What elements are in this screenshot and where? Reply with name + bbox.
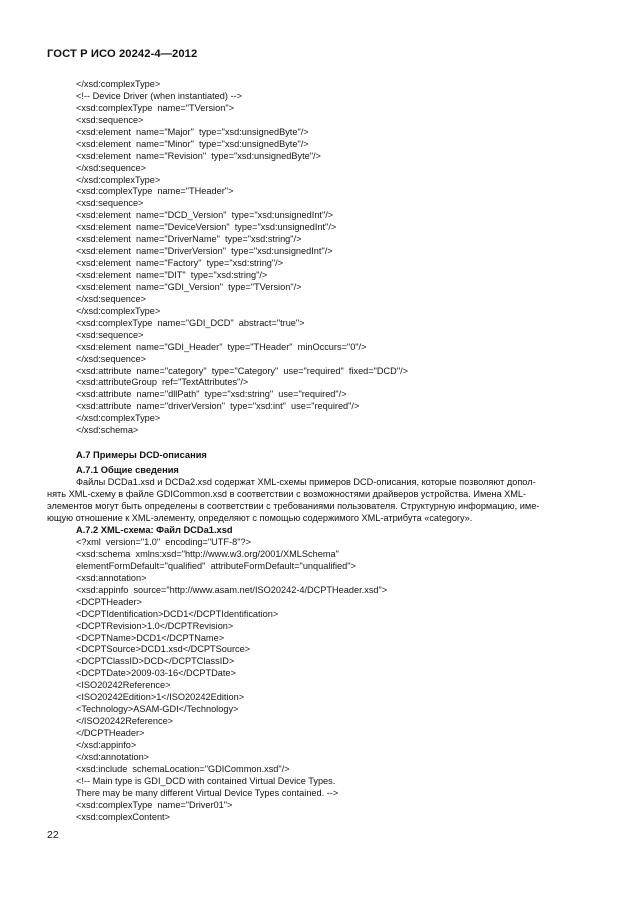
code-line: <DCPTDate>2009-03-16</DCPTDate>	[76, 668, 236, 679]
paragraph-line: нять XML-схему в файле GDICommon.xsd в соответствии с возможностями драйверов устройства. Имена XML-	[47, 488, 527, 499]
xsd-code-block-1	[76, 79, 408, 437]
code-line: </xsd:schema>	[76, 425, 139, 436]
code-line: </xsd:sequence>	[76, 293, 146, 304]
document-header: ГОСТ Р ИСО 20242-4—2012	[47, 48, 198, 60]
code-line: <xsd:element name="Minor" type="xsd:unsignedByte"/>	[76, 138, 309, 149]
code-line: <DCPTClassID>DCD</DCPTClassID>	[76, 656, 235, 667]
code-line: <xsd:annotation>	[76, 572, 147, 583]
code-line: <xsd:element name="GDI_Version" type="TVersion"/>	[76, 281, 302, 292]
code-line: <DCPTHeader>	[76, 596, 142, 607]
code-line: <ISO20242Edition>1</ISO20242Edition>	[76, 692, 245, 703]
code-line: </xsd:annotation>	[76, 751, 150, 762]
section-a7-1-paragraph	[47, 477, 584, 525]
paragraph-line: ющую отношение к XML-элементу, определяют с помощью содержимого XML-атрибута «category».	[47, 512, 473, 523]
code-line: <xsd:complexType name="TVersion">	[76, 102, 234, 113]
code-line: </xsd:complexType>	[76, 413, 161, 424]
code-line: <?xml version="1.0" encoding="UTF-8"?>	[76, 537, 251, 547]
code-line: <xsd:attribute name="driverVersion" type="xsd:int" use="required"/>	[76, 401, 360, 412]
code-line: <xsd:attribute name="dllPath" type="xsd:string" use="required"/>	[76, 389, 347, 400]
code-line: <xsd:element name="Major" type="xsd:unsignedByte"/>	[76, 126, 309, 137]
code-line: <xsd:attributeGroup ref="TextAttributes"/>	[76, 377, 249, 388]
code-line: </xsd:appinfo>	[76, 739, 137, 750]
code-line: <xsd:element name="DeviceVersion" type="xsd:unsignedInt"/>	[76, 222, 337, 233]
paragraph-line: элементов могут быть определены в соответствии с требованиями пользователя. Структурную информацию, име-	[47, 500, 540, 511]
code-line: <xsd:complexContent>	[76, 811, 170, 822]
code-line: <!-- Main type is GDI_DCD with contained Virtual Device Types.	[76, 775, 336, 786]
code-line: <xsd:element name="DIT" type="xsd:string"/>	[76, 270, 268, 280]
code-line: <xsd:schema xmlns:xsd="http://www.w3.org/2001/XMLSchema"	[76, 548, 339, 559]
section-heading-a7-2: А.7.2 XML-схема: Файл DCDa1.xsd	[76, 525, 233, 535]
code-line: <DCPTRevision>1.0</DCPTRevision>	[76, 620, 234, 631]
code-line: </xsd:complexType>	[76, 79, 161, 89]
code-line: <xsd:complexType name="Driver01">	[76, 799, 233, 810]
xsd-code-block-2	[76, 537, 387, 824]
code-line: <xsd:sequence>	[76, 114, 144, 125]
code-line: </xsd:sequence>	[76, 353, 146, 364]
code-line: <xsd:element name="Revision" type="xsd:unsignedByte"/>	[76, 150, 321, 161]
page-number: 22	[47, 829, 59, 841]
code-line: <!-- Device Driver (when instantiated) -->	[76, 90, 242, 101]
code-line: elementFormDefault="qualified" attributeFormDefault="unqualified">	[76, 560, 356, 571]
code-line: <xsd:element name="DriverName" type="xsd:string"/>	[76, 234, 302, 245]
paragraph-line: Файлы DCDa1.xsd и DCDa2.xsd содержат XML-схемы примеров DCD-описания, которые позволяют допол-	[76, 477, 536, 487]
code-line: There may be many different Virtual Device Types contained. -->	[76, 787, 339, 798]
section-heading-a7: А.7 Примеры DCD-описания	[76, 450, 207, 460]
code-line: </ISO20242Reference>	[76, 716, 174, 727]
code-line: <DCPTName>DCD1</DCPTName>	[76, 632, 225, 643]
code-line: <ISO20242Reference>	[76, 680, 171, 691]
code-line: <DCPTIdentification>DCD1</DCPTIdentification>	[76, 608, 279, 619]
code-line: </xsd:complexType>	[76, 305, 161, 316]
code-line: <xsd:complexType name="GDI_DCD" abstract="true">	[76, 317, 305, 328]
code-line: <xsd:attribute name="category" type="Category" use="required" fixed="DCD"/>	[76, 365, 409, 376]
code-line: <xsd:complexType name="THeader">	[76, 186, 234, 197]
code-line: <xsd:sequence>	[76, 198, 144, 209]
code-line: </xsd:sequence>	[76, 162, 146, 173]
code-line: <xsd:element name="GDI_Header" type="THeader" minOccurs="0"/>	[76, 341, 367, 352]
section-heading-a7-1: А.7.1 Общие сведения	[76, 465, 179, 475]
code-line: </DCPTHeader>	[76, 728, 145, 738]
code-line: <xsd:include schemaLocation="GDICommon.xsd"/>	[76, 763, 290, 774]
code-line: <xsd:element name="Factory" type="xsd:string"/>	[76, 258, 284, 269]
code-line: <xsd:element name="DCD_Version" type="xsd:unsignedInt"/>	[76, 210, 334, 221]
code-line: <Technology>ASAM-GDI</Technology>	[76, 704, 239, 715]
code-line: </xsd:complexType>	[76, 174, 161, 185]
code-line: <DCPTSource>DCD1.xsd</DCPTSource>	[76, 644, 251, 655]
code-line: <xsd:appinfo source="http://www.asam.net/ISO20242-4/DCPTHeader.xsd">	[76, 584, 388, 595]
code-line: <xsd:element name="DriverVersion" type="xsd:unsignedInt"/>	[76, 246, 333, 257]
code-line: <xsd:sequence>	[76, 329, 144, 340]
